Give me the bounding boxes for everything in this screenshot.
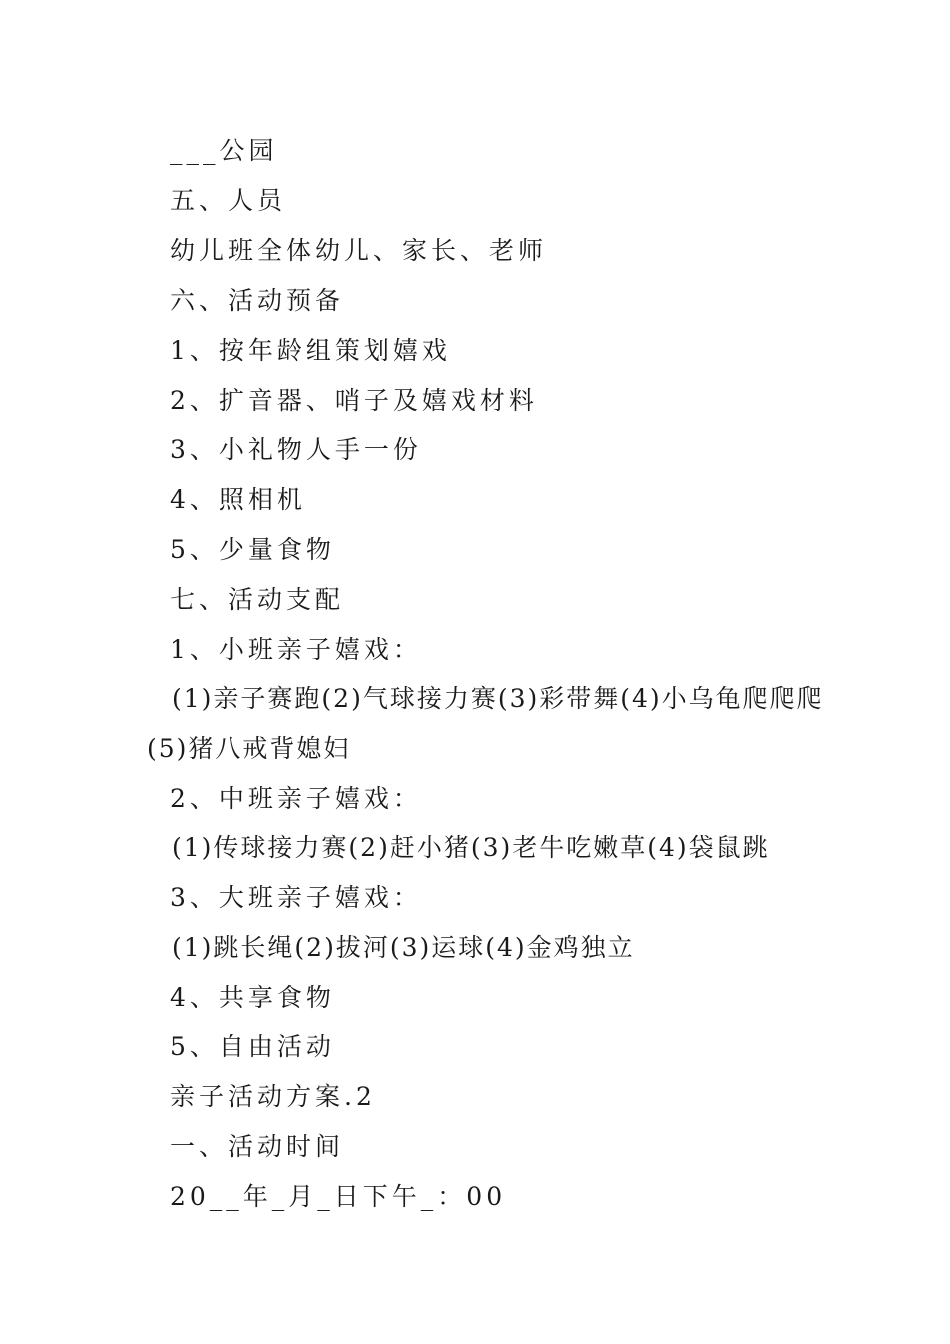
section-heading-preparation: 六、活动预备 — [170, 286, 345, 315]
middle-class-games-line: (1)传球接力赛(2)赶小猪(3)老牛吃嫩草(4)袋鼠跳 — [172, 833, 770, 862]
time-line: 20__年_月_日下午_：00 — [170, 1182, 507, 1211]
preparation-item-4: 4、照相机 — [170, 485, 306, 514]
arrangement-item-share-food: 4、共享食物 — [170, 983, 335, 1012]
preparation-item-5: 5、少量食物 — [170, 535, 335, 564]
section-heading-time: 一、活动时间 — [170, 1132, 345, 1161]
large-class-games-line: (1)跳长绳(2)拔河(3)运球(4)金鸡独立 — [172, 933, 635, 962]
preparation-item-2: 2、扩音器、哨子及嬉戏材料 — [170, 386, 538, 415]
plan-title-2: 亲子活动方案.2 — [170, 1082, 376, 1111]
location-line: ___公园 — [170, 136, 278, 165]
section-heading-personnel: 五、人员 — [170, 186, 287, 215]
small-class-games-continued: (5)猪八戒背媳妇 — [147, 734, 351, 763]
arrangement-item-large-class: 3、大班亲子嬉戏： — [170, 883, 422, 912]
section-heading-arrangement: 七、活动支配 — [170, 585, 345, 614]
arrangement-item-free-activity: 5、自由活动 — [170, 1032, 335, 1061]
preparation-item-3: 3、小礼物人手一份 — [170, 435, 422, 464]
arrangement-item-small-class: 1、小班亲子嬉戏： — [170, 635, 422, 664]
small-class-games-line: (1)亲子赛跑(2)气球接力赛(3)彩带舞(4)小乌龟爬爬爬 — [172, 684, 824, 713]
preparation-item-1: 1、按年龄组策划嬉戏 — [170, 336, 451, 365]
arrangement-item-middle-class: 2、中班亲子嬉戏： — [170, 784, 422, 813]
personnel-line: 幼儿班全体幼儿、家长、老师 — [170, 236, 548, 265]
